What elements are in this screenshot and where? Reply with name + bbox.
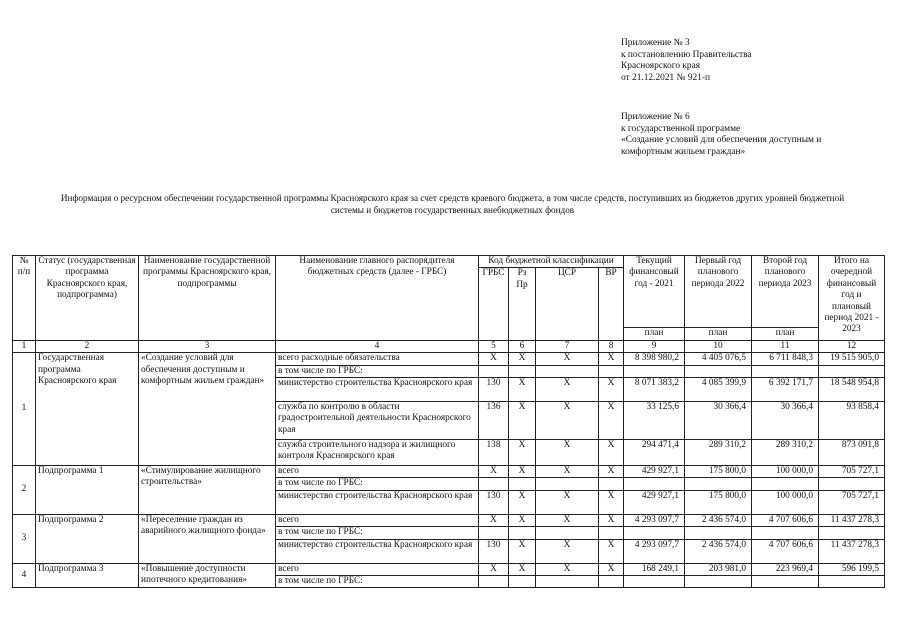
code-cell: Х [536, 378, 599, 402]
amount-cell: 289 310,2 [752, 440, 819, 466]
code-cell: Х [479, 466, 509, 478]
grbs-name-cell: всего [276, 466, 479, 478]
amount-cell: 6 711 848,3 [752, 353, 819, 365]
amount-cell [599, 365, 624, 377]
amount-cell: 223 969,4 [752, 563, 819, 575]
amount-cell: 705 727,1 [819, 466, 885, 478]
amount-cell [599, 576, 624, 588]
grbs-name-cell: министерство строительства Красноярского края [276, 490, 479, 514]
code-cell: Х [479, 353, 509, 365]
grbs-name-cell: служба строительного надзора и жилищного контроля Красноярского края [276, 440, 479, 466]
amount-cell [624, 365, 685, 377]
code-cell: Х [536, 563, 599, 575]
code-cell [509, 527, 536, 539]
program-name: «Создание условий для обеспечения доступным и комфортным жильем граждан» [139, 353, 276, 466]
column-number: 9 [624, 340, 685, 352]
grbs-name-cell: в том числе по ГРБС: [276, 576, 479, 588]
code-cell [479, 576, 509, 588]
table-row [13, 563, 885, 575]
code-cell: 136 [479, 402, 509, 440]
code-cell: Х [509, 378, 536, 402]
column-number: 1 [13, 340, 36, 352]
column-number: 6 [509, 340, 536, 352]
row-number: 4 [13, 563, 36, 588]
amount-cell: Х [599, 563, 624, 575]
code-cell [536, 527, 599, 539]
amount-cell [819, 365, 885, 377]
amount-cell [599, 478, 624, 490]
column-number-row [13, 340, 885, 352]
code-cell: 130 [479, 539, 509, 563]
budget-table [12, 255, 885, 588]
column-number: 12 [819, 340, 885, 352]
code-cell: Х [479, 514, 509, 526]
appendix-line: Приложение № 3 [621, 38, 690, 48]
amount-cell: 4 293 097,7 [624, 539, 685, 563]
grbs-name-cell: всего [276, 563, 479, 575]
title-line-1: Информация о ресурсном обеспечении государственной программы Красноярского края за счет средств краевого бюджета, в том числе средств, поступивших из бюджетов других уровней бюджетной [60, 193, 845, 203]
header-year-2023: Второй год планового периода 2023 [752, 256, 819, 328]
code-cell: Х [536, 466, 599, 478]
amount-cell: Х [599, 514, 624, 526]
amount-cell: 168 249,1 [624, 563, 685, 575]
amount-cell [752, 365, 819, 377]
amount-cell [819, 527, 885, 539]
code-cell [479, 478, 509, 490]
amount-cell: 4 707 606,6 [752, 539, 819, 563]
appendix-line: Приложение № 6 [621, 112, 690, 122]
code-cell: Х [536, 440, 599, 466]
amount-cell [685, 365, 752, 377]
amount-cell: Х [599, 490, 624, 514]
amount-cell [685, 527, 752, 539]
amount-cell: 6 392 171,7 [752, 378, 819, 402]
code-cell [536, 478, 599, 490]
amount-cell: 873 091,8 [819, 440, 885, 466]
code-cell: Х [509, 402, 536, 440]
code-cell: Х [536, 353, 599, 365]
code-cell: Х [509, 514, 536, 526]
header-num: № п/п [13, 256, 36, 341]
amount-cell: 4 707 606,6 [752, 514, 819, 526]
column-number: 11 [752, 340, 819, 352]
amount-cell: 4 405 076,5 [685, 353, 752, 365]
header-plan: план [685, 328, 752, 340]
amount-cell: 294 471,4 [624, 440, 685, 466]
amount-cell: Х [599, 539, 624, 563]
amount-cell: Х [599, 353, 624, 365]
code-cell [479, 527, 509, 539]
header-grbs-name: Наименование главного распорядителя бюджетных средств (далее - ГРБС) [276, 256, 479, 341]
program-name: «Переселение граждан из аварийного жилищного фонда» [139, 514, 276, 563]
column-number: 5 [479, 340, 509, 352]
appendix-line: от 21.12.2021 № 921-п [621, 72, 711, 83]
amount-cell: 4 293 097,7 [624, 514, 685, 526]
header-status: Статус (государственная программа Красноярского края, подпрограмма) [36, 256, 139, 341]
amount-cell: 93 858,4 [819, 402, 885, 440]
grbs-name-cell: в том числе по ГРБС: [276, 478, 479, 490]
grbs-name-cell: в том числе по ГРБС: [276, 365, 479, 377]
amount-cell: 429 927,1 [624, 466, 685, 478]
appendix-6-header [621, 112, 821, 158]
header-name: Наименование государственной программы Красноярского края, подпрограммы [139, 256, 276, 341]
table-row [13, 353, 885, 365]
amount-cell: 289 310,2 [685, 440, 752, 466]
appendix-line: к постановлению Правительства [621, 49, 752, 60]
amount-cell: 175 800,0 [685, 490, 752, 514]
amount-cell: 429 927,1 [624, 490, 685, 514]
amount-cell: 2 436 574,0 [685, 514, 752, 526]
header-vr: ВР [599, 268, 624, 340]
amount-cell: 4 085 399,9 [685, 378, 752, 402]
header-year-2022: Первый год планового периода 2022 [685, 256, 752, 328]
code-cell [509, 478, 536, 490]
appendix-line: Красноярского края [621, 61, 701, 72]
amount-cell: 19 515 905,0 [819, 353, 885, 365]
title-line-2: системы и бюджетов государственных внебюджетных фондов [330, 205, 575, 215]
code-cell [536, 576, 599, 588]
amount-cell: 100 000,0 [752, 466, 819, 478]
header-year-2021: Текущий финансовый год - 2021 [624, 256, 685, 328]
amount-cell: Х [599, 440, 624, 466]
amount-cell: 705 727,1 [819, 490, 885, 514]
amount-cell [752, 576, 819, 588]
code-cell: Х [536, 539, 599, 563]
amount-cell [819, 478, 885, 490]
appendix-line: к государственной программе [621, 123, 741, 134]
code-cell [479, 365, 509, 377]
code-cell [536, 365, 599, 377]
code-cell: 138 [479, 440, 509, 466]
program-status: Подпрограмма 1 [36, 466, 139, 515]
amount-cell [599, 527, 624, 539]
amount-cell [752, 527, 819, 539]
amount-cell: 30 366,4 [752, 402, 819, 440]
code-cell: Х [509, 466, 536, 478]
code-cell: Х [509, 353, 536, 365]
grbs-name-cell: в том числе по ГРБС: [276, 527, 479, 539]
appendix-3-header [621, 38, 752, 84]
amount-cell: 596 199,5 [819, 563, 885, 575]
code-cell: Х [536, 514, 599, 526]
program-status: Подпрограмма 3 [36, 563, 139, 588]
amount-cell [752, 478, 819, 490]
header-code-group: Код бюджетной классификации [479, 256, 624, 268]
grbs-name-cell: министерство строительства Красноярского края [276, 378, 479, 402]
document-title [20, 192, 885, 216]
header-grbs: ГРБС [479, 268, 509, 340]
program-status: Государственная программа Красноярского края [36, 353, 139, 466]
appendix-line: комфортным жильем граждан» [621, 146, 746, 157]
code-cell [509, 365, 536, 377]
grbs-name-cell: министерство строительства Красноярского края [276, 539, 479, 563]
amount-cell: 11 437 278,3 [819, 514, 885, 526]
header-plan: план [624, 328, 685, 340]
code-cell: Х [536, 402, 599, 440]
header-row [13, 256, 885, 268]
amount-cell: 203 981,0 [685, 563, 752, 575]
table-row [13, 466, 885, 478]
amount-cell: 8 398 980,2 [624, 353, 685, 365]
amount-cell [624, 478, 685, 490]
amount-cell: 175 800,0 [685, 466, 752, 478]
amount-cell [624, 576, 685, 588]
amount-cell [819, 576, 885, 588]
program-name: «Повышение доступности ипотечного кредитования» [139, 563, 276, 588]
code-cell: Х [479, 563, 509, 575]
code-cell: Х [509, 490, 536, 514]
grbs-name-cell: всего расходные обязательства [276, 353, 479, 365]
amount-cell [624, 527, 685, 539]
code-cell: Х [509, 539, 536, 563]
column-number: 7 [536, 340, 599, 352]
amount-cell: Х [599, 466, 624, 478]
table-row [13, 514, 885, 526]
grbs-name-cell: служба по контролю в области градостроительной деятельности Красноярского края [276, 402, 479, 440]
amount-cell: 30 366,4 [685, 402, 752, 440]
appendix-line: «Создание условий для обеспечения доступным и [621, 135, 822, 146]
column-number: 10 [685, 340, 752, 352]
amount-cell: Х [599, 402, 624, 440]
header-plan: план [752, 328, 819, 340]
column-number: 2 [36, 340, 139, 352]
amount-cell: 18 548 954,8 [819, 378, 885, 402]
amount-cell: 33 125,6 [624, 402, 685, 440]
code-cell: 130 [479, 378, 509, 402]
column-number: 4 [276, 340, 479, 352]
column-number: 3 [139, 340, 276, 352]
grbs-name-cell: всего [276, 514, 479, 526]
header-rzpr: Рз Пр [509, 268, 536, 340]
amount-cell: 11 437 278,3 [819, 539, 885, 563]
row-number: 1 [13, 353, 36, 466]
code-cell: 130 [479, 490, 509, 514]
amount-cell [685, 576, 752, 588]
program-name: «Стимулирование жилищного строительства» [139, 466, 276, 515]
row-number: 2 [13, 466, 36, 515]
header-csr: ЦСР [536, 268, 599, 340]
program-status: Подпрограмма 2 [36, 514, 139, 563]
code-cell: Х [536, 490, 599, 514]
amount-cell [685, 478, 752, 490]
header-total: Итого на очередной финансовый год и плановый период 2021 - 2023 [819, 256, 885, 341]
code-cell [509, 576, 536, 588]
code-cell: Х [509, 563, 536, 575]
amount-cell: 8 071 383,2 [624, 378, 685, 402]
code-cell: Х [509, 440, 536, 466]
amount-cell: 2 436 574,0 [685, 539, 752, 563]
column-number: 8 [599, 340, 624, 352]
row-number: 3 [13, 514, 36, 563]
amount-cell: Х [599, 378, 624, 402]
amount-cell: 100 000,0 [752, 490, 819, 514]
